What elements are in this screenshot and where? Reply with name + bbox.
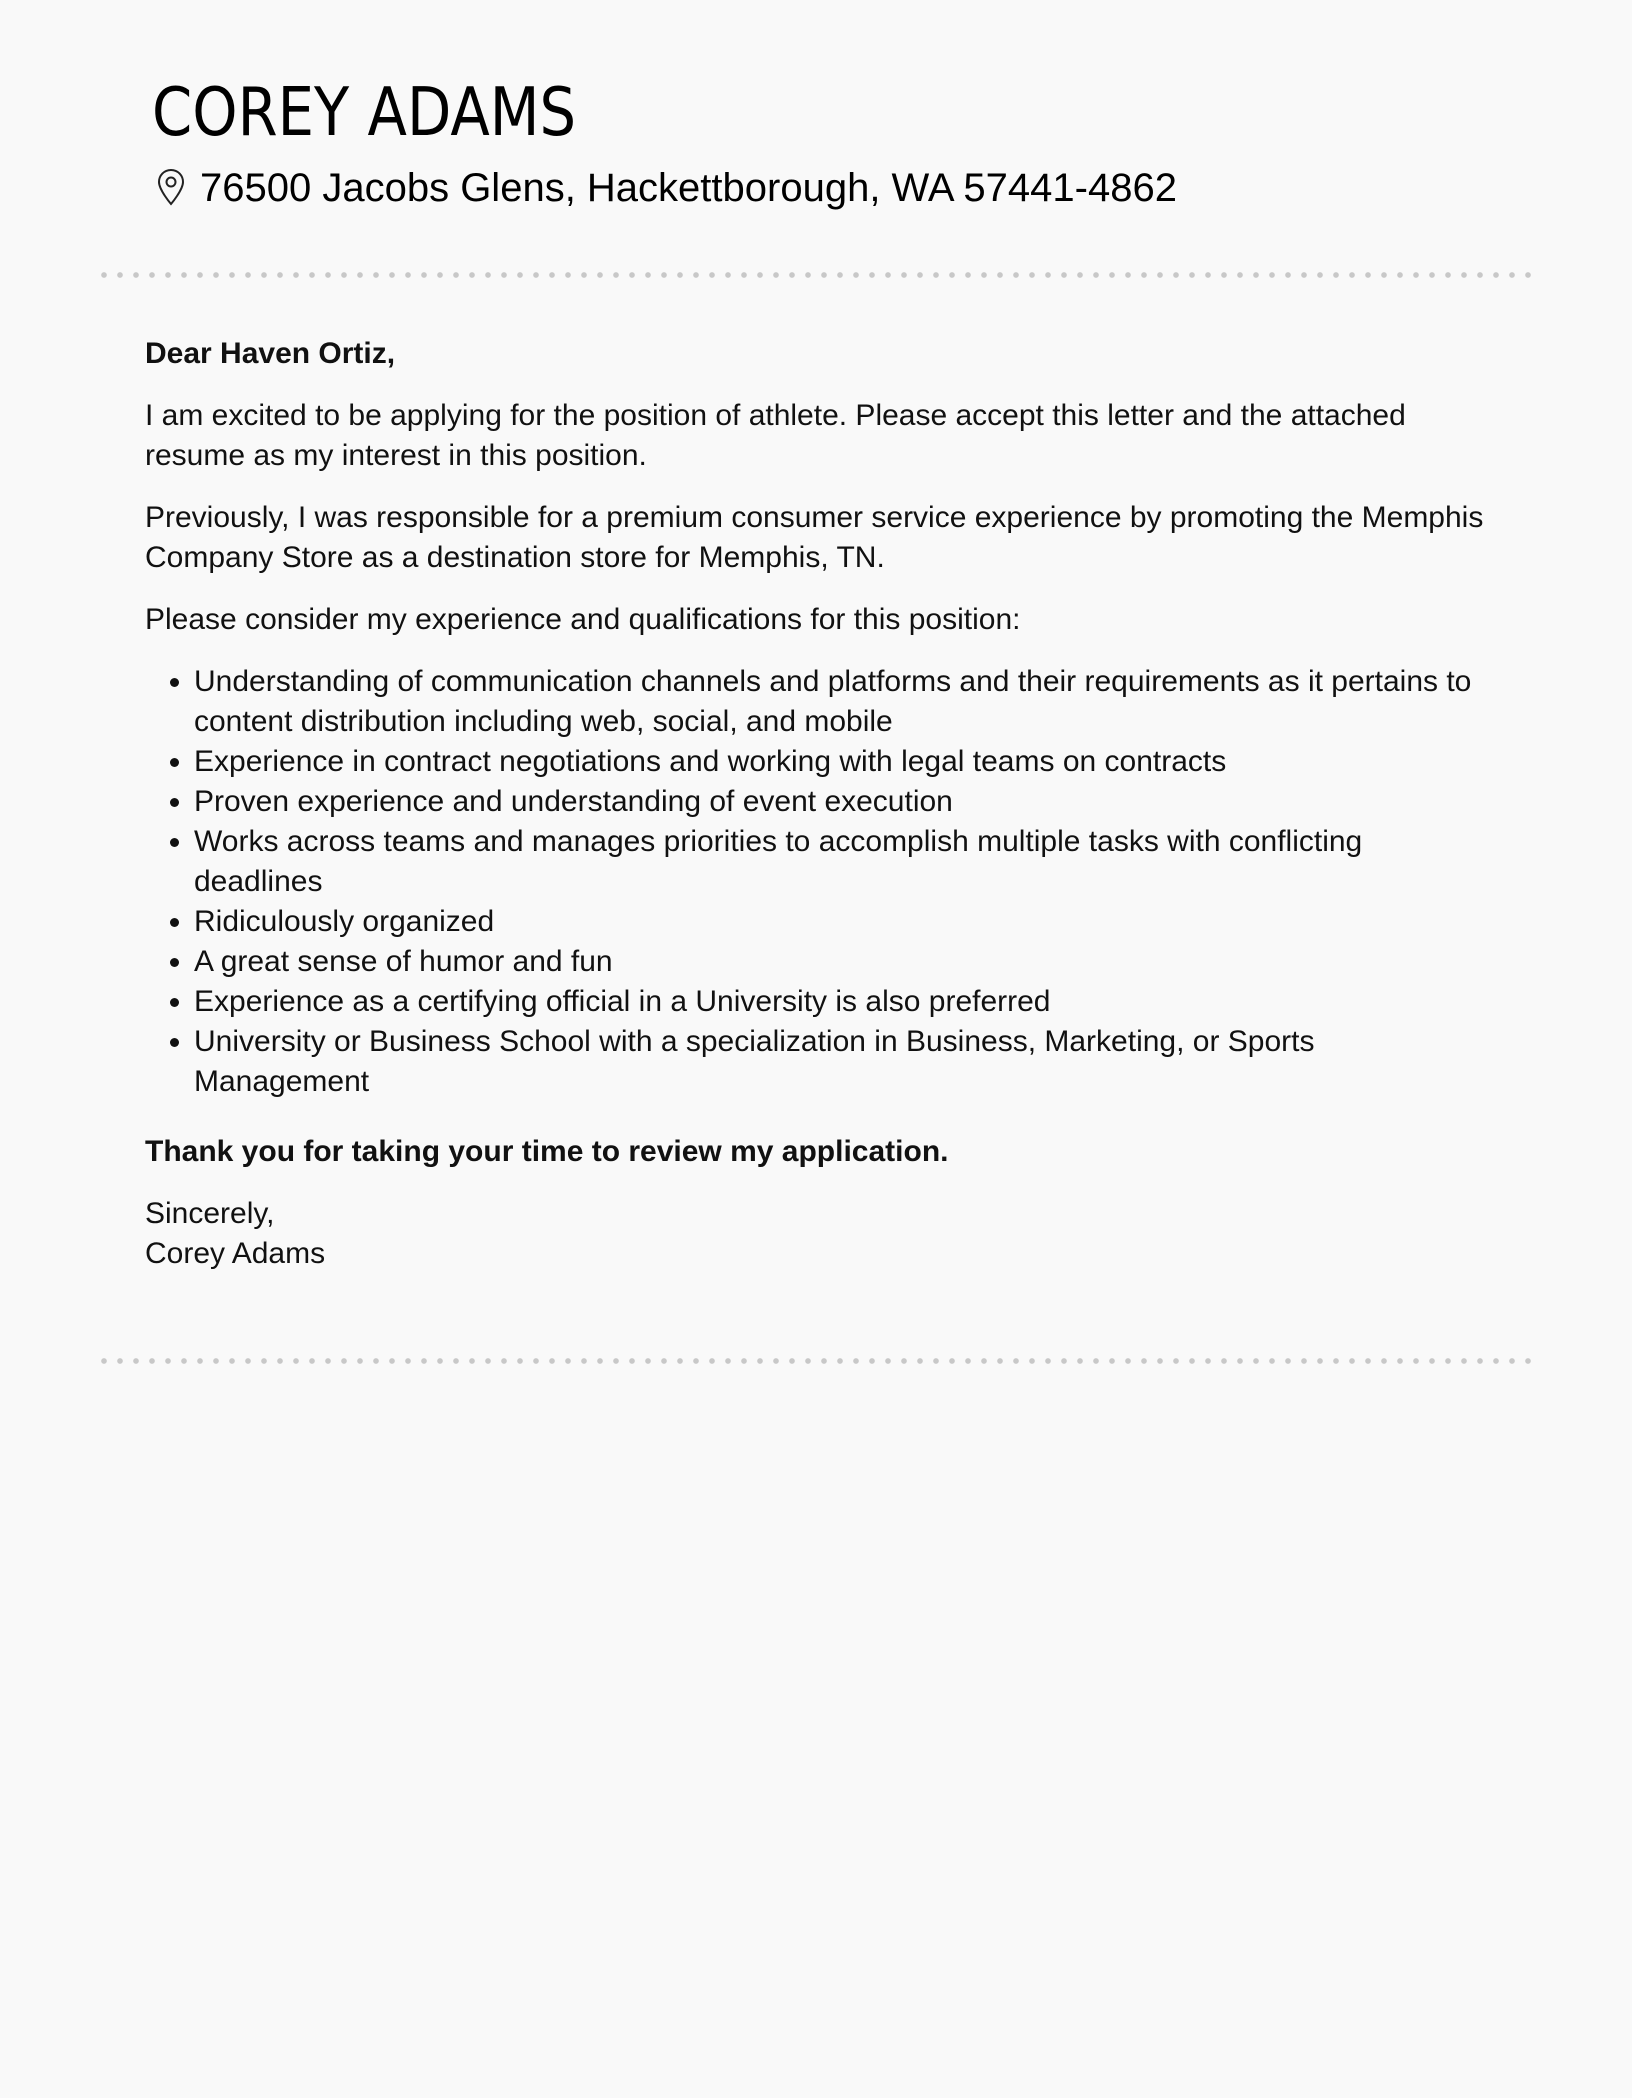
- qualification-item: • Experience as a certifying official in a University is also preferred: [194, 982, 1485, 1022]
- paragraph-experience: Previously, I was responsible for a premium consumer service experience by promoting the Memphis Company Store as a destination store for Memphis, TN.: [145, 501, 1484, 574]
- paragraph-qualifications-lead: Please consider my experience and qualifications for this position:: [145, 603, 1021, 636]
- qualification-item: • Proven experience and understanding of event execution: [194, 782, 1485, 822]
- letter-body: [145, 334, 1485, 1274]
- sign-off: Sincerely,: [145, 1197, 275, 1230]
- qualification-item: • Ridiculously organized: [194, 902, 1485, 942]
- signature-name: Corey Adams: [145, 1237, 326, 1270]
- qualification-item: • University or Business School with a specialization in Business, Marketing, or Sports Management: [194, 1022, 1485, 1102]
- qualification-item: • A great sense of humor and fun: [194, 942, 1485, 982]
- map-pin-icon: [156, 168, 186, 208]
- qualification-item: • Works across teams and manages priorities to accomplish multiple tasks with conflicting deadlines: [194, 822, 1485, 902]
- address-line: [152, 160, 1532, 216]
- qualification-item: • Experience in contract negotiations and working with legal teams on contracts: [194, 742, 1485, 782]
- closing-statement: Thank you for taking your time to review my application.: [145, 1135, 949, 1168]
- bottom-divider: [96, 1358, 1536, 1364]
- qualification-item: • Understanding of communication channels and platforms and their requirements as it pertains to content distribution including web, social, and mobile: [194, 662, 1485, 742]
- applicant-name: COREY ADAMS: [152, 73, 577, 151]
- qualifications-list: [145, 662, 1485, 1102]
- letter-header: [152, 72, 1532, 216]
- salutation: Dear Haven Ortiz,: [145, 337, 396, 370]
- paragraph-intro: I am excited to be applying for the position of athlete. Please accept this letter and the attached resume as my interest in this position.: [145, 399, 1406, 472]
- address-text: 76500 Jacobs Glens, Hackettborough, WA 57441-4862: [200, 166, 1177, 210]
- top-divider: [96, 272, 1536, 278]
